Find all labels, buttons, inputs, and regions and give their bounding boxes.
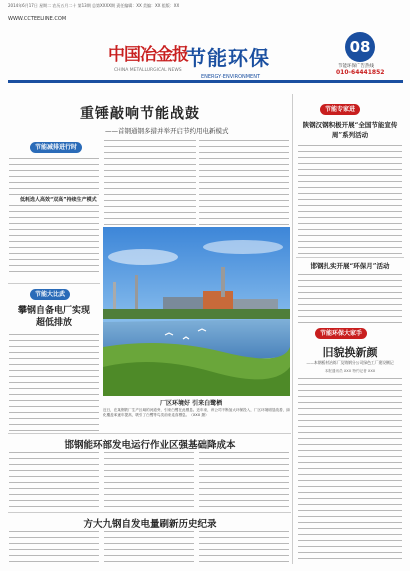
bottom-story-2-col3 xyxy=(199,531,289,567)
section-title: 节能环保 xyxy=(186,46,270,70)
right-story-2-headline: 邯钢扎实开展“环保月”活动 xyxy=(310,262,390,270)
header-divider xyxy=(8,80,403,83)
bottom-divider-2 xyxy=(8,512,291,513)
ad-hotline-number: 010-64441852 xyxy=(336,69,385,76)
right-story-1-headline: 陕钢汉钢积极开展“全国节能宣传周”系列活动 xyxy=(302,121,398,139)
bottom-story-2-col1 xyxy=(9,531,99,567)
lead-body-col2 xyxy=(104,140,196,230)
bottom-story-1-col2 xyxy=(104,452,194,512)
bottom-story-1-col3 xyxy=(199,452,289,512)
right-story-3-byline: 本报通讯员 XXX 特约记者 XXX xyxy=(324,369,376,373)
right-column-tag-2: 节能环保大家手 xyxy=(315,328,367,339)
bottom-story-1-headline: 邯钢能环部发电运行作业区强基础降成本 xyxy=(64,440,236,451)
bottom-story-2-headline: 方大九钢自发电量刷新历史纪录 xyxy=(83,519,217,530)
lead-body-col1 xyxy=(9,158,99,200)
lead-body-col3 xyxy=(199,140,289,230)
right-story-3-body xyxy=(298,378,402,564)
lead-headline: 重锤敲响节能战鼓 xyxy=(80,106,200,122)
factory-photo xyxy=(103,227,290,396)
photo-caption-title: 厂区环境好 引来白鹭栖 xyxy=(160,400,223,407)
right-story-3-headline: 旧貌换新颜 xyxy=(322,346,378,359)
bottom-story-2-col2 xyxy=(104,531,194,567)
column-divider xyxy=(292,94,293,564)
right-column-tag-1: 节能专家进 xyxy=(320,104,360,115)
lead-subheadline: ——首钢通钢多措并举开启节约用电新模式 xyxy=(105,127,229,135)
dateline: 2014年6月17日 星期二 农历五月二十 第13期 总第XXXX期 责任编辑：XX 美编：XX 组版：XX xyxy=(8,3,180,8)
right-story-2-body xyxy=(298,274,402,328)
photo-caption: 近日，在某钢铁厂生产区域的河道旁，引来白鹭在此栖息。近年来，该公司不断加大环保投入，厂区环境明显改善，绿化覆盖率逐年提高，吸引了白鹭等鸟类前来觅食栖息。（XXX 摄） xyxy=(103,408,290,417)
right-divider-1 xyxy=(296,257,404,258)
right-story-1-body xyxy=(298,145,402,259)
lead-column-tag: 节能减排进行时 xyxy=(30,142,82,153)
ad-hotline-label: 节能环保广告热线 xyxy=(338,64,374,69)
lead-body-col1b xyxy=(9,205,99,277)
newspaper-logo-english: CHINA METALLURGICAL NEWS xyxy=(114,68,182,73)
left-story-headline: 攀钢自备电厂实现超低排放 xyxy=(18,306,91,328)
bottom-story-1-col1 xyxy=(9,452,99,512)
left-story-divider xyxy=(8,283,100,284)
lead-subhead-1: 低耗选人高效“双高”持续生产模式 xyxy=(20,197,97,203)
section-title-english: ENERGY·ENVIRONMENT xyxy=(201,74,261,80)
left-column-tag: 节能大比武 xyxy=(30,289,70,300)
newspaper-logo: 中国冶金报 xyxy=(108,45,188,65)
website-url[interactable]: WWW.CCTEELIINE.COM xyxy=(8,16,67,22)
page-number-badge: 08 xyxy=(345,32,375,62)
right-story-3-subtitle: ——本钢板材冶炼厂及铸钢分公司绿色工厂建设侧记 xyxy=(306,360,394,365)
left-story-body xyxy=(9,334,99,436)
bottom-divider xyxy=(8,433,291,434)
